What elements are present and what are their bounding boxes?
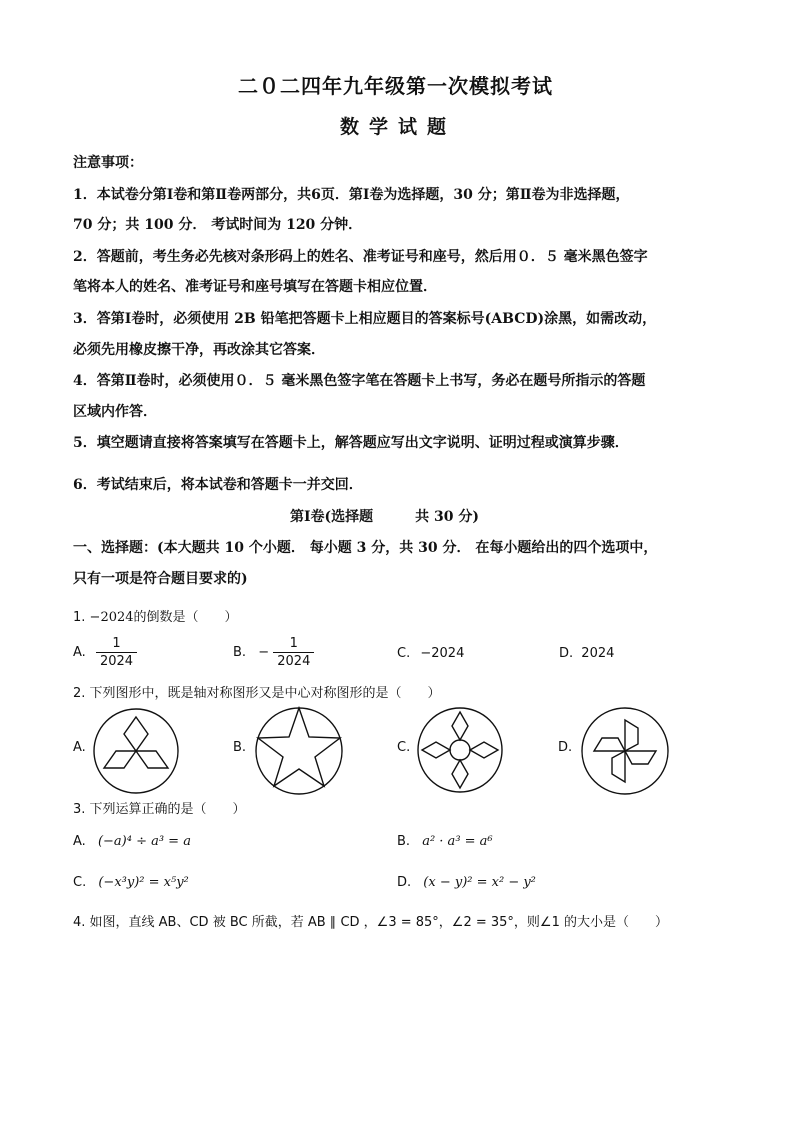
q2-c-label: C. xyxy=(397,740,411,755)
q1-option-c[interactable] xyxy=(397,646,464,661)
q1-number: 1. xyxy=(73,610,86,625)
q1-b-label: B. xyxy=(233,645,247,660)
q1-b-numerator: 1 xyxy=(273,636,314,653)
note-6: 6．考试结束后，将本试卷和答题卡一并交回． xyxy=(73,477,363,493)
q2-option-c-figure[interactable] xyxy=(416,706,504,798)
q3-d-label: D. xyxy=(397,875,412,890)
pinwheel-figure-icon xyxy=(580,706,670,796)
q1-b-denominator: 2024 xyxy=(277,654,311,669)
q1-a-numerator: 1 xyxy=(96,636,137,653)
q3-option-d[interactable] xyxy=(397,875,536,890)
q3-b-label: B. xyxy=(397,834,411,849)
q1-a-denominator: 2024 xyxy=(99,654,134,669)
q2-b-label: B. xyxy=(233,740,247,755)
q2-option-b-figure[interactable] xyxy=(254,706,344,800)
note-2-line-2: 笔将本人的姓名、准考证号和座号填写在答题卡相应位置． xyxy=(73,279,437,295)
q1-d-value: 2024 xyxy=(581,646,615,661)
exam-title: 二０二四年九年级第一次模拟考试 xyxy=(238,74,553,98)
q1-b-sign: − xyxy=(258,645,270,660)
mitsubishi-figure-icon xyxy=(92,707,180,795)
q1-option-d[interactable] xyxy=(559,646,614,661)
q3-c-expression: (−x³y)² = x⁵y² xyxy=(98,875,189,890)
q1-c-value: −2024 xyxy=(420,646,465,661)
q3-d-expression: (x − y)² = x² − y² xyxy=(423,875,536,890)
q3-a-expression: (−a)⁴ ÷ a³ = a xyxy=(97,834,191,849)
notes-heading: 注意事项： xyxy=(73,155,143,171)
q2-a-label: A. xyxy=(73,740,86,755)
q3-a-label: A. xyxy=(73,834,86,849)
q3-option-a[interactable] xyxy=(73,834,191,849)
exam-subtitle: 数学试题 xyxy=(340,116,457,138)
question-4-stem: 4. 如图，直线 AB、CD 被 BC 所截，若 AB ∥ CD ，∠3 = 85°，∠2 = 35°，则∠1 的大小是（ ） xyxy=(73,915,668,930)
q2-option-a-figure[interactable] xyxy=(92,707,180,799)
q1-option-a[interactable] xyxy=(73,636,137,669)
part1-heading: 第Ⅰ卷(选择题 共 30 分) xyxy=(290,509,480,525)
q1-b-fraction xyxy=(273,636,314,669)
q2-option-d-figure[interactable] xyxy=(580,706,670,800)
note-1-line-2: 70 分；共 100 分． 考试时间为 120 分钟． xyxy=(73,217,363,233)
q3-b-expression: a² · a³ = a⁶ xyxy=(422,834,493,849)
note-4-line-1: 4．答第Ⅱ卷时，必须使用０．５ 毫米黑色签字笔在答题卡上书写，务必在题号所指示的答题 xyxy=(73,373,646,389)
section-instructions-line-1: 一、选择题：(本大题共 10 个小题． 每小题 3 分，共 30 分． 在每小题给出的四个选项中， xyxy=(73,540,658,556)
note-4-line-2: 区域内作答． xyxy=(73,404,157,420)
note-2-line-1: 2．答题前，考生务必先核对条形码上的姓名、准考证号和座号，然后用０．５ 毫米黑色签字 xyxy=(73,249,648,265)
q2-d-label: D. xyxy=(558,740,573,755)
note-1-line-1: 1．本试卷分第Ⅰ卷和第Ⅱ卷两部分，共6页．第Ⅰ卷为选择题，30 分；第Ⅱ卷为非选择题， xyxy=(73,187,630,203)
q3-option-b[interactable] xyxy=(397,834,493,849)
question-1-stem xyxy=(73,606,238,625)
q1-d-label: D. xyxy=(559,646,574,661)
question-2-stem: 2. 下列图形中，既是轴对称图形又是中心对称图形的是（ ） xyxy=(73,686,441,701)
note-3-line-2: 必须先用橡皮擦干净，再改涂其它答案． xyxy=(73,342,325,358)
section-instructions-line-2: 只有一项是符合题目要求的) xyxy=(73,571,248,587)
q1-option-b[interactable] xyxy=(233,636,314,669)
note-5: 5．填空题请直接将答案填写在答题卡上，解答题应写出文字说明、证明过程或演算步骤． xyxy=(73,435,629,451)
note-3-line-1: 3．答第Ⅰ卷时，必须使用 2B 铅笔把答题卡上相应题目的答案标号(ABCD)涂黑，如需改动， xyxy=(73,311,657,327)
q1-expression: −2024 xyxy=(89,610,134,625)
q3-c-label: C. xyxy=(73,875,87,890)
q1-a-fraction xyxy=(96,636,137,669)
four-rhombus-circle-icon xyxy=(416,706,504,794)
q1-c-label: C. xyxy=(397,646,411,661)
q1-stem-text: 的倒数是（ ） xyxy=(133,610,238,625)
question-3-stem: 3. 下列运算正确的是（ ） xyxy=(73,802,246,817)
q1-a-label: A. xyxy=(73,645,86,660)
q3-option-c[interactable] xyxy=(73,875,189,890)
star-in-circle-icon xyxy=(254,706,344,796)
